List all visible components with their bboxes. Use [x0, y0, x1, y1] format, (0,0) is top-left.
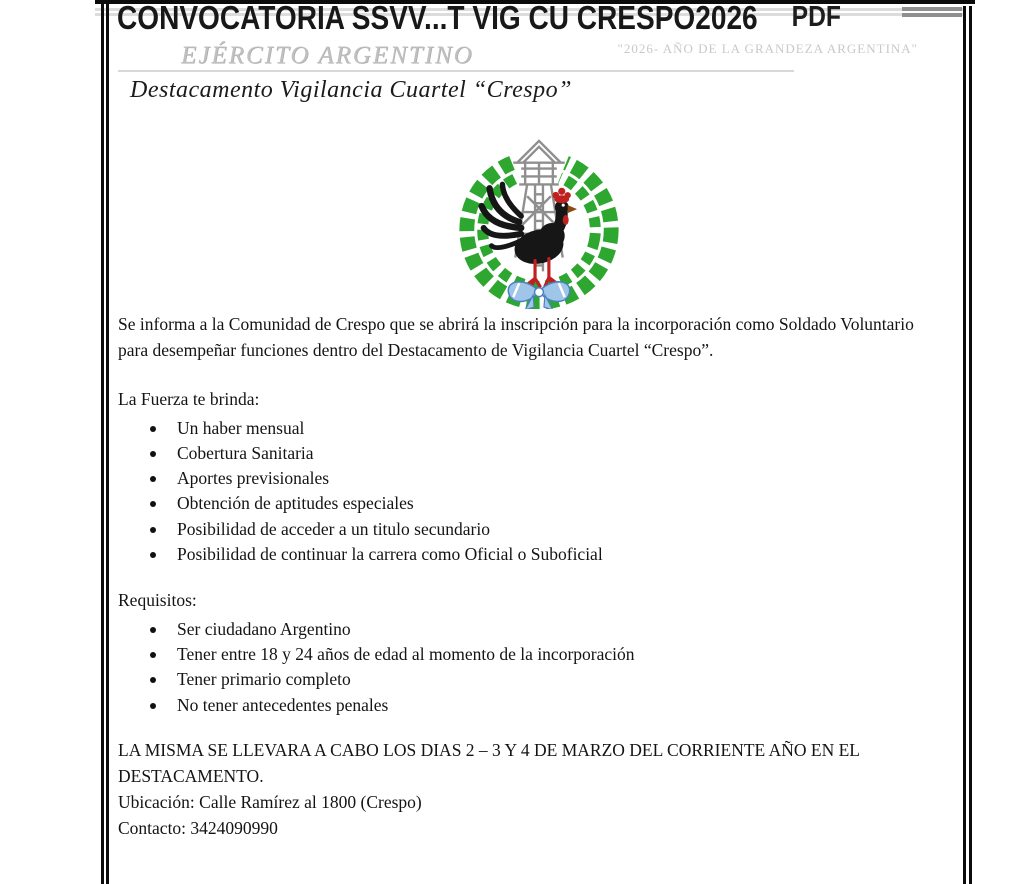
institution-name: EJÉRCITO ARGENTINO — [181, 42, 474, 69]
army-emblem-icon — [450, 131, 628, 309]
bullet-icon — [150, 677, 156, 683]
bullet-icon — [150, 476, 156, 482]
bullet-icon — [150, 552, 156, 558]
list-item: Obtención de aptitudes especiales — [118, 491, 944, 516]
viewer-titlebar — [117, 0, 841, 37]
page-frame-left — [101, 0, 104, 884]
divider-line — [118, 70, 794, 72]
intro-paragraph: Se informa a la Comunidad de Crespo que se abrirá la inscripción para la incorporación como Soldado Voluntario para desempeñar funciones dentro del Destacamento de Vigilancia Cuartel “Crespo”. — [118, 314, 914, 360]
contact-line: Contacto: 3424090990 — [118, 817, 278, 838]
motto-text: "2026- AÑO DE LA GRANDEZA ARGENTINA" — [617, 41, 918, 56]
benefits-heading: La Fuerza te brinda: — [118, 389, 260, 409]
bullet-icon — [150, 703, 156, 709]
schedule-paragraph: LA MISMA SE LLEVARA A CABO LOS DIAS 2 – 3 Y 4 DE MARZO DEL CORRIENTE AÑO EN EL DESTACAMENTO. — [118, 739, 860, 786]
bullet-icon — [150, 627, 156, 633]
unit-name: Destacamento Vigilancia Cuartel “Crespo” — [130, 77, 572, 103]
bullet-icon — [150, 652, 156, 658]
requirements-heading: Requisitos: — [118, 590, 197, 611]
page-frame-right — [963, 6, 966, 884]
list-item: Posibilidad de continuar la carrera como Oficial o Suboficial — [118, 542, 944, 567]
list-item: Cobertura Sanitaria — [118, 441, 944, 466]
requirements-list — [118, 617, 944, 718]
list-item: Un haber mensual — [118, 416, 944, 441]
page-frame-stripe — [902, 7, 962, 11]
list-item: Posibilidad de acceder a un titulo secundario — [118, 517, 944, 542]
bullet-icon — [150, 527, 156, 533]
list-item: Ser ciudadano Argentino — [118, 617, 944, 642]
bullet-icon — [150, 426, 156, 432]
list-item: No tener antecedentes penales — [118, 693, 944, 718]
benefits-list — [118, 416, 944, 568]
bullet-icon — [150, 451, 156, 457]
list-item: Aportes previsionales — [118, 466, 944, 491]
bullet-icon — [150, 501, 156, 507]
list-item: Tener entre 18 y 24 años de edad al momento de la incorporación — [118, 642, 944, 667]
page-frame-left — [106, 0, 109, 884]
list-item: Tener primario completo — [118, 667, 944, 692]
pdf-badge: PDF — [791, 1, 841, 33]
location-line: Ubicación: Calle Ramírez al 1800 (Crespo) — [118, 791, 422, 812]
file-title: CONVOCATORIA SSVV...T VIG CU CRESPO2026 — [117, 0, 758, 36]
document-body — [118, 312, 944, 841]
page-frame-right — [969, 6, 972, 884]
page-frame-stripe — [902, 13, 962, 17]
